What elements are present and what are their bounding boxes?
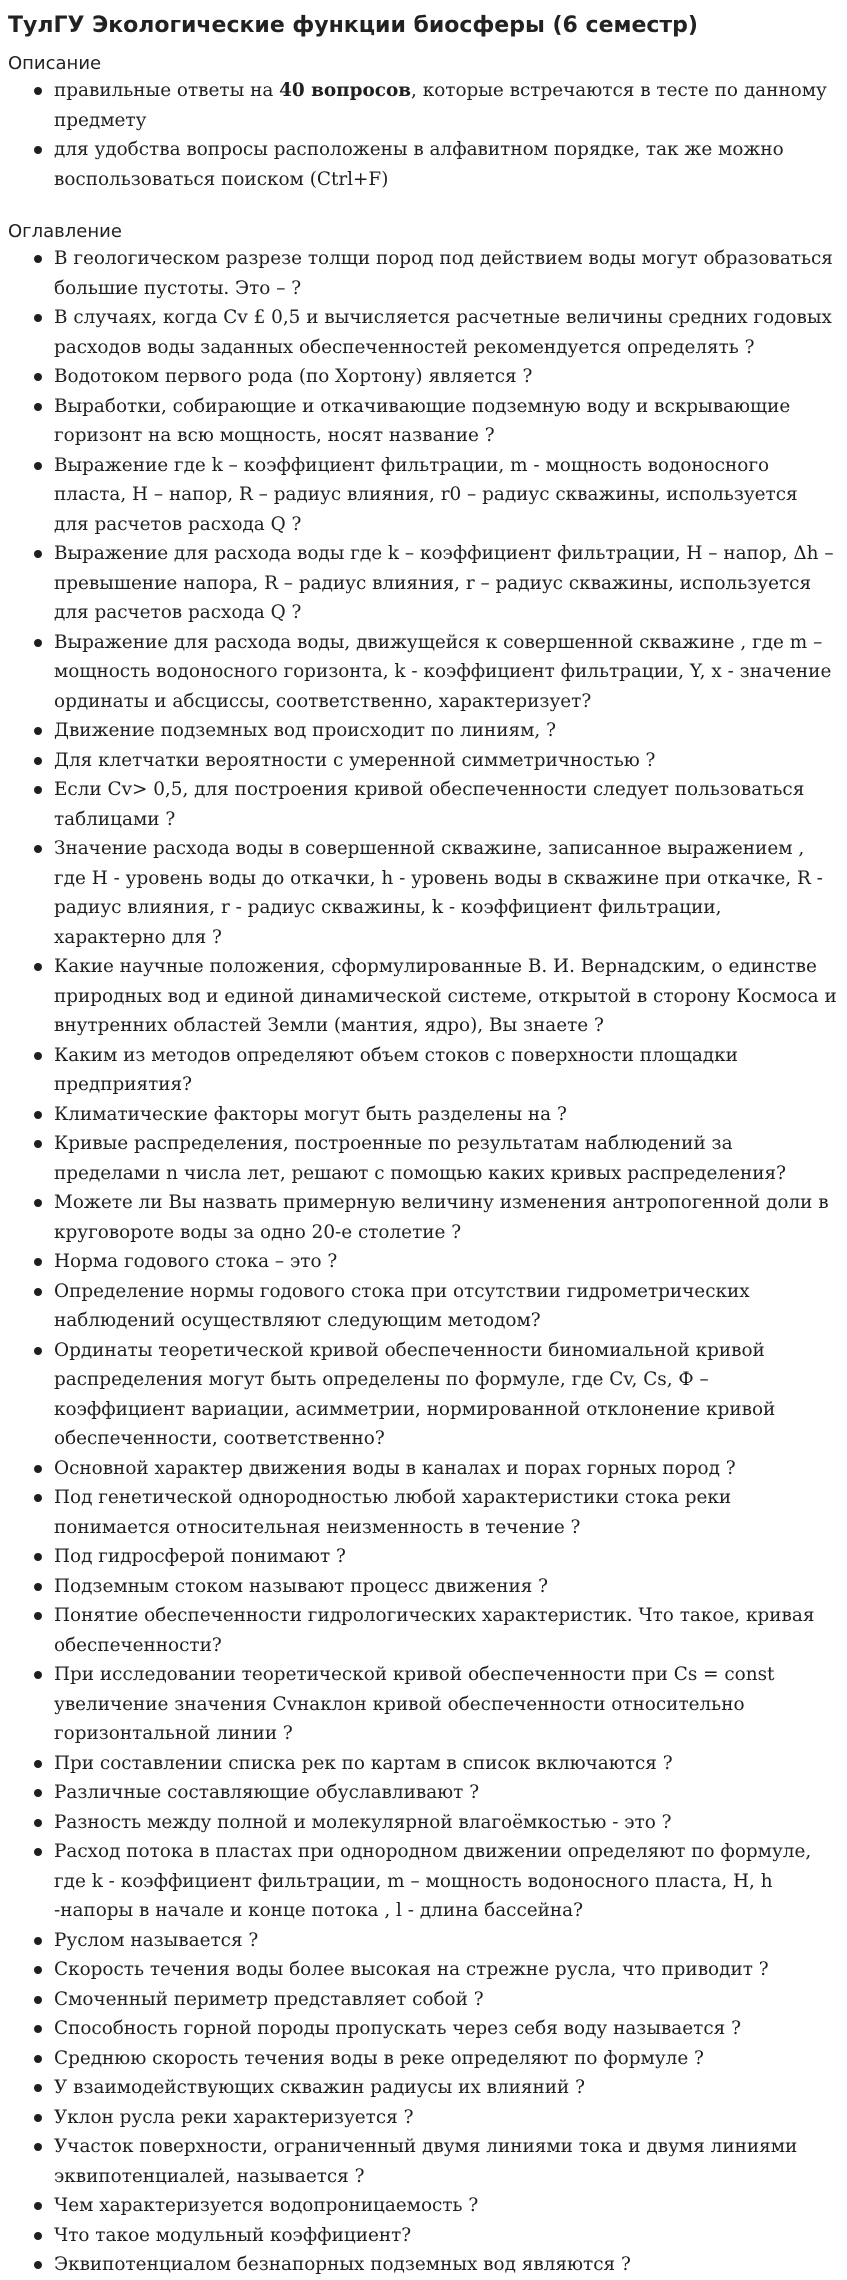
toc-item[interactable]: Среднюю скорость течения воды в реке определяют по формуле ?	[54, 2044, 837, 2074]
description-item-text: , которые встречаются в тесте по данному предмету	[54, 80, 827, 131]
toc-item[interactable]: Что такое модульный коэффициент?	[54, 2221, 837, 2251]
toc-item[interactable]: Подземным стоком называют процесс движения ?	[54, 1572, 837, 1602]
toc-item[interactable]: Участок поверхности, ограниченный двумя линиями тока и двумя линиями эквипотенциалей, называется ?	[54, 2132, 837, 2191]
toc-item[interactable]: Разность между полной и молекулярной влагоёмкостью - это ?	[54, 1808, 837, 1838]
toc-item[interactable]: Эквипотенциалом безнапорных подземных вод являются ?	[54, 2250, 837, 2280]
toc-item[interactable]: Смоченный периметр представляет собой ?	[54, 1985, 837, 2015]
toc-item[interactable]: Способность горной породы пропускать через себя воду называется ?	[54, 2014, 837, 2044]
toc-item[interactable]: Чем характеризуется водопроницаемость ?	[54, 2191, 837, 2221]
toc-item[interactable]: Значение расхода воды в совершенной скважине, записанное выражением , где H - уровень воды до откачки, h - уровень воды в скважине при откачке, R - радиус влияния, r - радиус скважины, k - коэффициент фильтрации, характерно для ?	[54, 834, 837, 952]
description-item: для удобства вопросы расположены в алфавитном порядке, так же можно воспользоваться поиском (Ctrl+F)	[54, 135, 837, 194]
toc-item[interactable]: Уклон русла реки характеризуется ?	[54, 2103, 837, 2133]
toc-item[interactable]: Различные составляющие обуславливают ?	[54, 1778, 837, 1808]
toc-item[interactable]: Климатические факторы могут быть разделены на ?	[54, 1100, 837, 1130]
toc-item[interactable]: У взаимодействующих скважин радиусы их влияний ?	[54, 2073, 837, 2103]
page-title: ТулГУ Экологические функции биосферы (6 семестр)	[8, 13, 698, 38]
toc-item[interactable]: При исследовании теоретической кривой обеспеченности при Cs = const увеличение значения Cvнаклон кривой обеспеченности относительно горизонтальной линии ?	[54, 1660, 837, 1749]
toc-item[interactable]: Под генетической однородностью любой характеристики стока реки понимается относительная неизменность в течение ?	[54, 1483, 837, 1542]
toc-item[interactable]: Выражение для расхода воды, движущейся к совершенной скважине , где m – мощность водоносного горизонта, k - коэффициент фильтрации, Y, x - значение ординаты и абсциссы, соответственно, характеризует?	[54, 628, 837, 717]
toc-item[interactable]: Если Cv> 0,5, для построения кривой обеспеченности следует пользоваться таблицами ?	[54, 775, 837, 834]
toc-item[interactable]: Для клетчатки вероятности с умеренной симметричностью ?	[54, 746, 837, 776]
toc-item[interactable]: Кривые распределения, построенные по результатам наблюдений за пределами n числа лет, решают с помощью каких кривых распределения?	[54, 1129, 837, 1188]
toc-item[interactable]: Понятие обеспеченности гидрологических характеристик. Что такое, кривая обеспеченности?	[54, 1601, 837, 1660]
toc-item[interactable]: В геологическом разрезе толщи пород под действием воды могут образоваться большие пустоты. Это – ?	[54, 244, 837, 303]
description-list	[8, 76, 837, 194]
description-item-bold: 40 вопросов	[279, 80, 412, 101]
description-item	[54, 76, 837, 135]
toc-item[interactable]: Руслом называется ?	[54, 1926, 837, 1956]
toc-item[interactable]: Под гидросферой понимают ?	[54, 1542, 837, 1572]
description-item-text: правильные ответы на	[54, 80, 280, 101]
toc-item[interactable]: Основной характер движения воды в каналах и порах горных пород ?	[54, 1454, 837, 1484]
toc-heading: Оглавление	[8, 221, 122, 242]
toc-item[interactable]: Какие научные положения, сформулированные В. И. Вернадским, о единстве природных вод и единой динамической системе, открытой в сторону Космоса и внутренних областей Земли (мантия, ядро), Вы знаете ?	[54, 952, 837, 1041]
toc-item[interactable]: В случаях, когда Cv £ 0,5 и вычисляется расчетные величины средних годовых расходов воды заданных обеспеченностей рекомендуется определять ?	[54, 303, 837, 362]
toc-item[interactable]: Каким из методов определяют объем стоков с поверхности площадки предприятия?	[54, 1041, 837, 1100]
toc-list	[8, 244, 837, 2280]
toc-item[interactable]: Движение подземных вод происходит по линиям, ?	[54, 716, 837, 746]
toc-item[interactable]: Выражение для расхода воды где k – коэффициент фильтрации, H – напор, Δh – превышение напора, R – радиус влияния, r – радиус скважины, используется для расчетов расхода Q ?	[54, 539, 837, 628]
toc-item[interactable]: Водотоком первого рода (по Хортону) является ?	[54, 362, 837, 392]
toc-item[interactable]: Выработки, собирающие и откачивающие подземную воду и вскрывающие горизонт на всю мощность, носят название ?	[54, 392, 837, 451]
toc-item[interactable]: Расход потока в пластах при однородном движении определяют по формуле, где k - коэффициент фильтрации, m – мощность водоносного пласта, H, h -напоры в начале и конце потока , l - длина бассейна?	[54, 1837, 837, 1926]
toc-item[interactable]: При составлении списка рек по картам в список включаются ?	[54, 1749, 837, 1779]
toc-item[interactable]: Можете ли Вы назвать примерную величину изменения антропогенной доли в круговороте воды за одно 20-е столетие ?	[54, 1188, 837, 1247]
description-heading: Описание	[8, 53, 102, 74]
toc-item[interactable]: Определение нормы годового стока при отсутствии гидрометрических наблюдений осуществляют следующим методом?	[54, 1277, 837, 1336]
toc-item[interactable]: Ординаты теоретической кривой обеспеченности биномиальной кривой распределения могут быть определены по формуле, где Cv, Cs, Ф – коэффициент вариации, асимметрии, нормированной отклонение кривой обеспеченности, соответственно?	[54, 1336, 837, 1454]
toc-item[interactable]: Скорость течения воды более высокая на стрежне русла, что приводит ?	[54, 1955, 837, 1985]
toc-item[interactable]: Выражение где k – коэффициент фильтрации, m - мощность водоносного пласта, H – напор, R – радиус влияния, r0 – радиус скважины, используется для расчетов расхода Q ?	[54, 451, 837, 540]
toc-item[interactable]: Норма годового стока – это ?	[54, 1247, 837, 1277]
